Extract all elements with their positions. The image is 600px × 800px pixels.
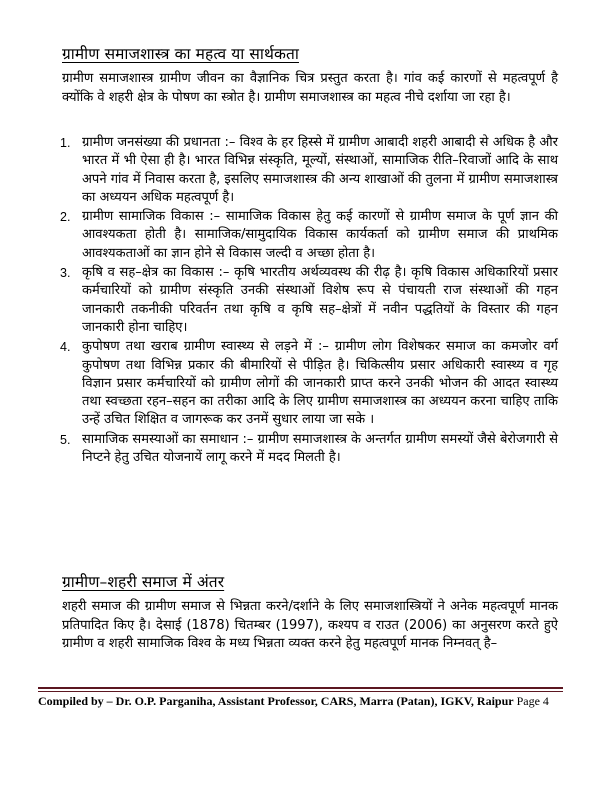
list-number: 5. (60, 432, 71, 447)
list-item (62, 431, 558, 468)
list-number: 4. (60, 340, 71, 355)
intro-paragraph: ग्रामीण समाजशास्त्र ग्रामीण जीवन का वैज्ञानिक चित्र प्रस्तुत करता है। गांव कई कारणों से महत्वपूर्ण है क्योंकि वे शहरी क्षेत्र के पोषण का स्त्रोत है। ग्रामीण समाजशास्त्र का महत्व नीचे दर्शाया जा रहा है। (62, 71, 558, 105)
list-item-text: कुपोषण तथा खराब ग्रामीण स्वास्थ्य से लड़ने में :– ग्रामीण लोग विशेषकर समाज का कमजोर वर्ग कुपोषण तथा विभिन्न प्रकार की बीमारियों से पीड़ित है। चिकित्सीय प्रसार अधिकारी स्वास्थ्य व गृह विज्ञान प्रसार कर्मचारियों को ग्रामीण लोगों की जानकारी प्राप्त करने उनकी भोजन की आदत स्वास्थ्य तथा स्वच्छता रहन–सहन का तरीका आदि के लिए ग्रामीण समाजशास्त्र का अध्ययन करना चाहिए ताकि उन्हें उचित शिक्षित व जागरूक कर उनमें सुधार लाया जा सके । (82, 339, 558, 428)
list-item-text: ग्रामीण सामाजिक विकास :– सामाजिक विकास हेतु कई कारणों से ग्रामीण समाज के पूर्ण ज्ञान की आवश्यकता होती है। सामाजिक/सामुदायिक विकास कार्यकर्ता को ग्रामीण समाज की प्राथमिक आवश्यकताओं का ज्ञान होने से विकास जल्दी व अच्छा होता है। (82, 209, 558, 261)
section-heading-rural-urban: ग्रामीण–शहरी समाज में अंतर (62, 573, 225, 591)
footer-divider (38, 687, 563, 689)
importance-list (62, 134, 558, 468)
list-item-text: ग्रामीण जनसंख्या की प्रधानता :– विश्व के हर हिस्से में ग्रामीण आबादी शहरी आबादी से अधिक है और भारत में भी ऐसा ही है। भारत विभिन्न संस्कृति, मूल्यों, संस्थाओं, सामाजिक रीति–रिवाजों आदि के साथ अपने गांव में निवास करता है, इसलिए समाजशास्त्र की अन्य शाखाओं की तुलना में ग्रामीण समाजशास्त्र का अध्ययन अधिक महत्वपूर्ण है। (82, 135, 558, 205)
list-number: 3. (60, 266, 71, 281)
section-heading-importance: ग्रामीण समाजशास्त्र का महत्व या सार्थकता (62, 45, 299, 63)
list-item (62, 208, 558, 263)
list-item-text: सामाजिक समस्याओं का समाधान :– ग्रामीण समाजशास्त्र के अन्तर्गत ग्रामीण समस्यों जैसे बेरोजगारी से निप्टने हेतु उचित योजनायें लागू करने में मदद मिलती है। (82, 431, 558, 466)
list-number: 2. (60, 210, 71, 225)
page-footer (38, 694, 563, 709)
list-item (62, 264, 558, 337)
list-item-text: कृषि व सह–क्षेत्र का विकास :– कृषि भारतीय अर्थव्यवस्थ की रीढ़ है। कृषि विकास अधिकारियों प्रसार कर्मचारियों को ग्रामीण संस्कृति उनकी संस्थाओं विशेष रूप से पंचायती राज संस्थाओं की गहन जानकारी तकनीकी परिवर्तन तथा कृषि व कृषि सह–क्षेत्रों में नवीन पद्धतियों के विस्तार की गहन जानकारी होना चाहिए। (82, 265, 558, 335)
footer-divider-thin (38, 691, 563, 692)
page-number: Page 4 (516, 694, 549, 708)
footer-credit: Compiled by – Dr. O.P. Parganiha, Assistant Professor, CARS, Marra (Patan), IGKV, Raipur (38, 694, 514, 708)
list-item (62, 338, 558, 429)
rural-urban-paragraph: शहरी समाज की ग्रामीण समाज से भिन्नता करने/दर्शाने के लिए समाजशास्त्रियों ने अनेक महत्वपूर्ण मानक प्रतिपादित किए है। देसाई (1878) चितम्बर (1997), कश्यप व राउत (2006) का अनुसरण करते हुऐ ग्रामीण व शहरी सामाजिक विश्व के मध्य भिन्नता व्यक्त करने हेतु महत्वपूर्ण मानक निम्नवत् है– (62, 599, 558, 651)
list-number: 1. (60, 136, 71, 150)
list-item (62, 134, 558, 207)
